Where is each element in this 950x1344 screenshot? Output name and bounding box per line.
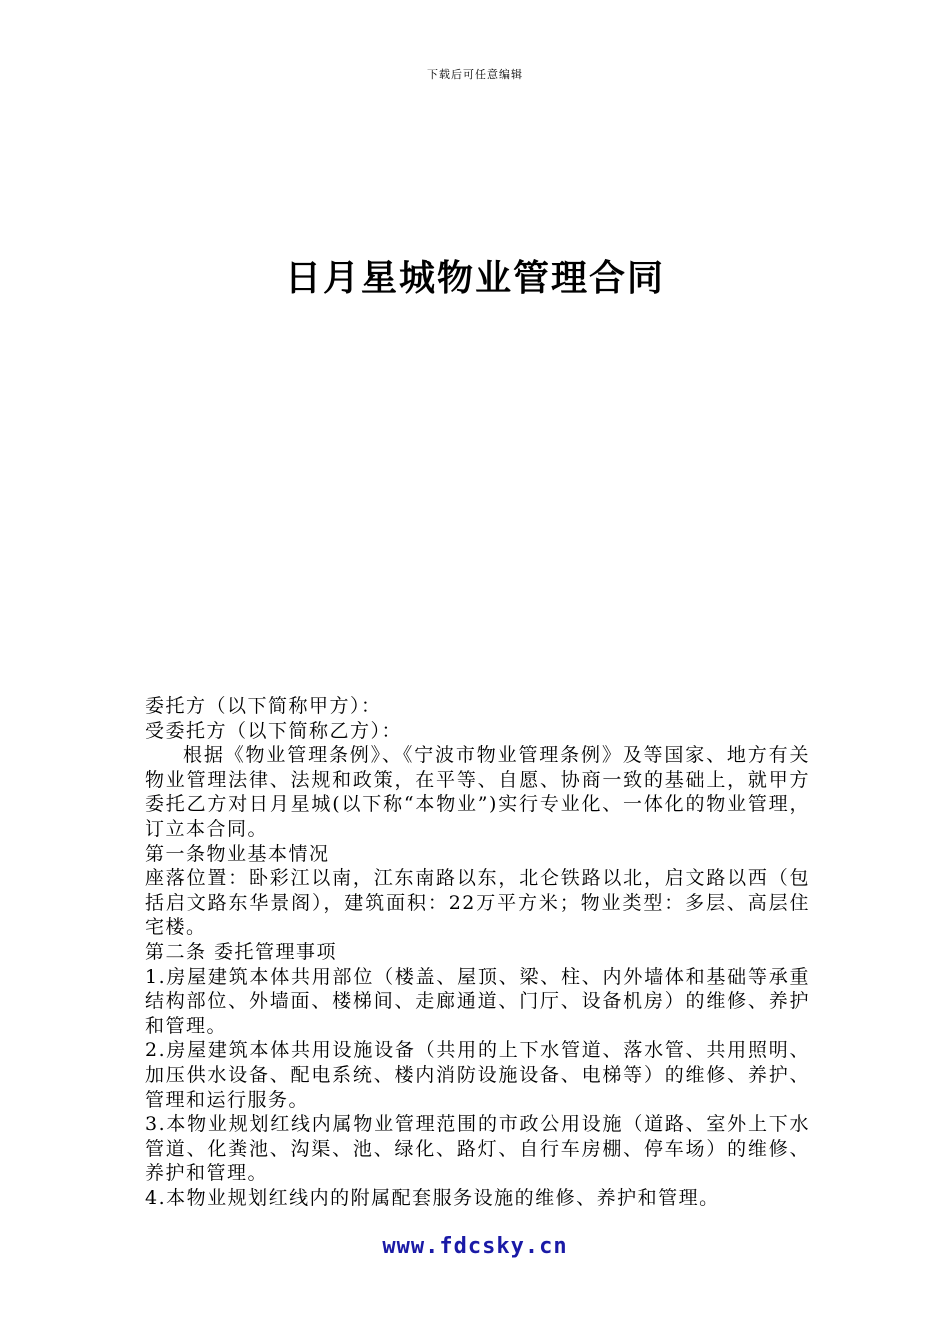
article-2-item-1: 1.房屋建筑本体共用部位（楼盖、屋顶、梁、柱、内外墙体和基础等承重结构部位、外墙面、楼梯间、走廊通道、门厅、设备机房）的维修、养护和管理。 <box>145 965 810 1037</box>
party-b-line: 受委托方（以下简称乙方）： <box>145 719 403 742</box>
article-1-heading: 第一条物业基本情况 <box>145 842 330 865</box>
article-2-heading: 第二条 委托管理事项 <box>145 940 338 963</box>
party-a-line: 委托方（以下简称甲方）： <box>145 695 382 717</box>
header-note: 下载后可任意编辑 <box>427 68 523 81</box>
footer-website-link[interactable]: www.fdcsky.cn <box>382 1234 568 1259</box>
article-2-item-4: 4.本物业规划红线内的附属配套服务设施的维修、养护和管理。 <box>145 1186 720 1209</box>
article-2-item-3: 3.本物业规划红线内属物业管理范围的市政公用设施（道路、室外上下水管道、化粪池、沟渠、池、绿化、路灯、自行车房棚、停车场）的维修、养护和管理。 <box>145 1113 810 1185</box>
article-1-location-paragraph: 座落位置：卧彩江以南，江东南路以东，北仑铁路以北，启文路以西（包括启文路东华景阁），建筑面积：22万平方米；物业类型：多层、高层住宅楼。 <box>145 867 810 939</box>
article-2-item-2: 2.房屋建筑本体共用设施设备（共用的上下水管道、落水管、共用照明、加压供水设备、配电系统、楼内消防设施设备、电梯等）的维修、养护、管理和运行服务。 <box>145 1039 810 1111</box>
contract-body <box>145 694 810 1210</box>
preamble-paragraph: 根据《物业管理条例》、《宁波市物业管理条例》及等国家、地方有关物业管理法律、法规和政策，在平等、自愿、协商一致的基础上，就甲方委托乙方对日月星城(以下称“本物业”)实行专业化、一体化的物业管理，订立本合同。 <box>145 744 810 840</box>
document-title: 日月星城物业管理合同 <box>284 258 665 299</box>
